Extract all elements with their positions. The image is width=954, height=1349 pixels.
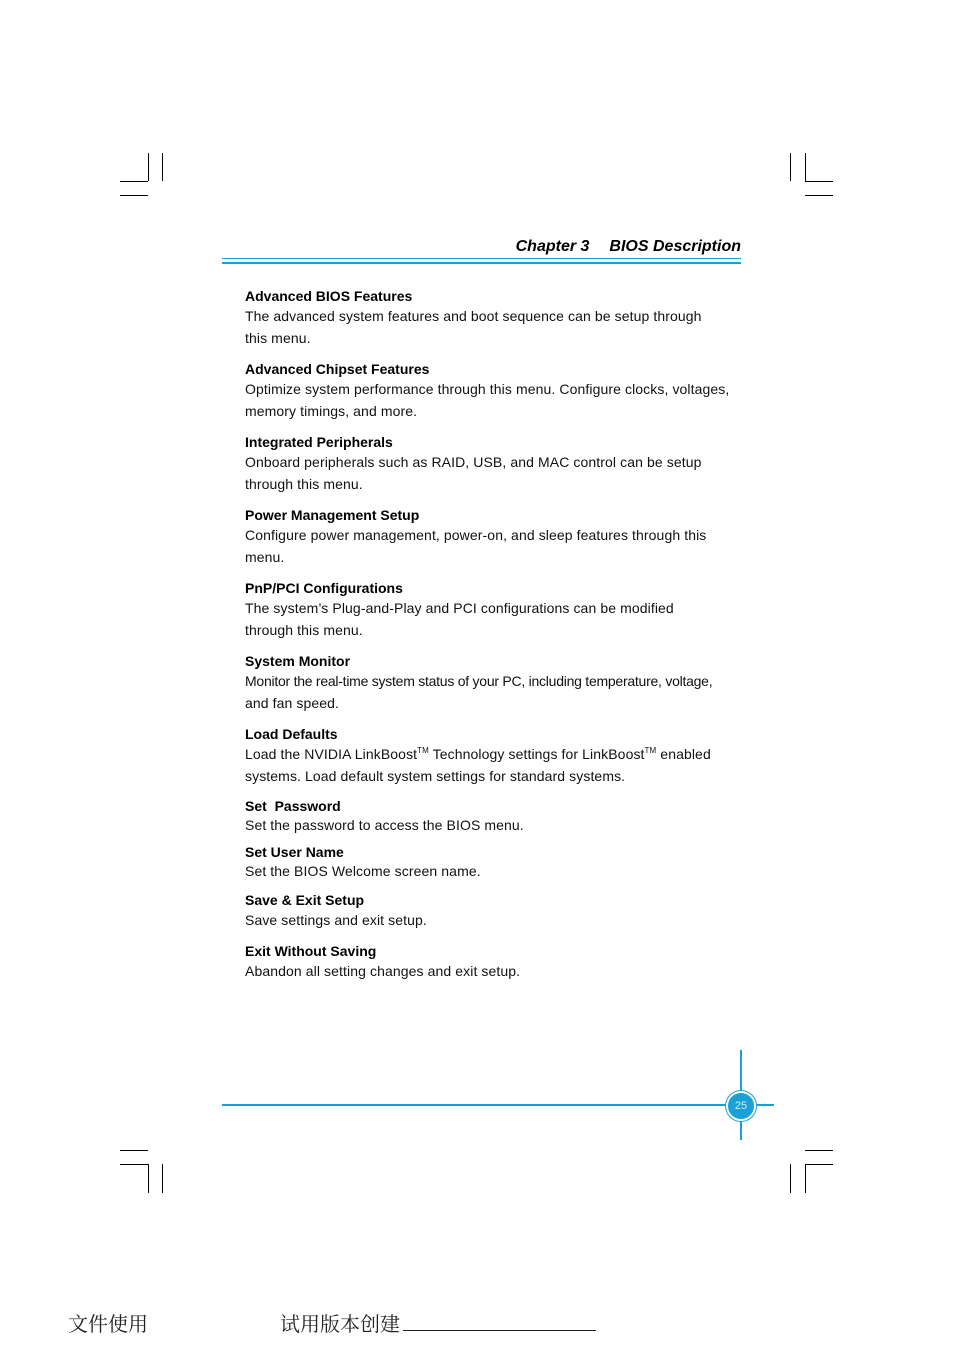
footer-rule [222, 1104, 774, 1106]
crop-mark [162, 1164, 163, 1193]
trademark-mark: TM [644, 746, 657, 755]
crop-mark [120, 1150, 148, 1151]
header-rule [222, 262, 741, 264]
section-set-user-name [245, 843, 745, 881]
crop-mark [162, 153, 163, 181]
section-set-password [245, 797, 745, 835]
section-save-exit-setup [245, 891, 745, 931]
crop-mark [790, 153, 791, 181]
crop-mark [148, 1164, 149, 1193]
header-rule [222, 258, 741, 259]
section-title: Power Management Setup [245, 507, 420, 523]
watermark-right: 试用版本创建 [280, 1312, 400, 1336]
section-text: Monitor the real-time system status of your PC, including temperature, voltage, [245, 673, 713, 689]
section-text: Load the NVIDIA LinkBoost™ Technology settings for LinkBoost™ enabled [245, 746, 711, 762]
section-text: The system’s Plug-and-Play and PCI configurations can be modified [245, 600, 674, 616]
section-text: Configure power management, power-on, and sleep features through this [245, 527, 707, 543]
trademark-mark: TM [417, 746, 429, 755]
section-system-monitor [245, 652, 745, 714]
crop-mark [790, 1164, 791, 1193]
section-text: memory timings, and more. [245, 403, 418, 419]
crop-mark [805, 1150, 833, 1151]
section-text: through this menu. [245, 622, 363, 638]
crop-mark [805, 1164, 833, 1165]
section-text: Optimize system performance through this menu. Configure clocks, voltages, [245, 381, 730, 397]
page-number: 25 [726, 1091, 756, 1121]
menu-descriptions [245, 287, 745, 982]
page-header [222, 238, 741, 256]
section-title: PnP/PCI Configurations [245, 580, 403, 596]
section-text: Onboard peripherals such as RAID, USB, and MAC control can be setup [245, 454, 702, 470]
section-title: Advanced Chipset Features [245, 361, 430, 377]
section-title: Advanced BIOS Features [245, 288, 413, 304]
section-text: Abandon all setting changes and exit setup. [245, 963, 521, 979]
section-title: Load Defaults [245, 726, 338, 742]
section-text: Save settings and exit setup. [245, 912, 427, 928]
section-text: through this menu. [245, 476, 363, 492]
crop-mark [148, 153, 149, 181]
crop-mark [805, 195, 833, 196]
section-integrated-peripherals [245, 433, 745, 495]
watermark-left: 文件使用 [68, 1312, 148, 1336]
section-exit-without-saving [245, 942, 745, 982]
section-load-defaults [245, 725, 745, 787]
section-text: systems. Load default system settings for standard systems. [245, 768, 626, 784]
section-text: Set the BIOS Welcome screen name. [245, 863, 481, 879]
section-text: and fan speed. [245, 695, 340, 711]
section-title: Exit Without Saving [245, 943, 377, 959]
chapter-title: BIOS Description [609, 238, 741, 255]
section-title: System Monitor [245, 653, 351, 669]
section-text: menu. [245, 549, 285, 565]
section-title: Set Password [245, 798, 341, 814]
chapter-label: Chapter 3 [515, 238, 590, 255]
section-advanced-chipset-features [245, 360, 745, 422]
watermark-underline [403, 1330, 596, 1331]
section-text: this menu. [245, 330, 311, 346]
crop-mark [120, 1164, 148, 1165]
section-pnp-pci-configurations [245, 579, 745, 641]
crop-mark [805, 181, 833, 182]
section-text: The advanced system features and boot sequence can be setup through [245, 308, 702, 324]
crop-mark [805, 1164, 806, 1193]
crop-mark [805, 153, 806, 181]
section-power-management-setup [245, 506, 745, 568]
section-text: Set the password to access the BIOS menu. [245, 817, 524, 833]
crop-mark [120, 181, 148, 182]
section-title: Save & Exit Setup [245, 892, 365, 908]
crop-mark [120, 195, 148, 196]
section-title: Set User Name [245, 844, 344, 860]
section-advanced-bios-features [245, 287, 745, 349]
section-title: Integrated Peripherals [245, 434, 393, 450]
